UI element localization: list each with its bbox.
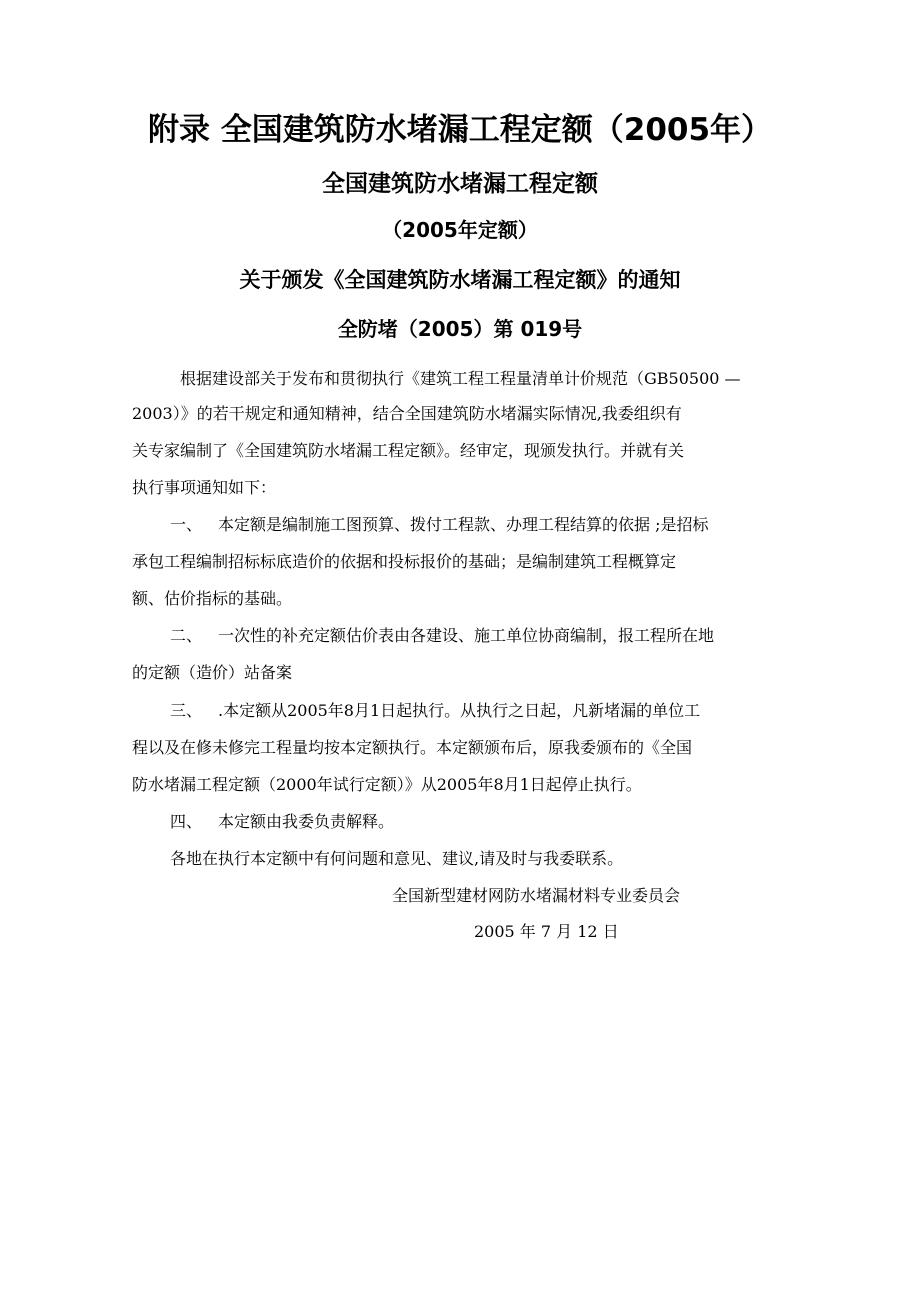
issue-date: 2005 年 7 月 12 日 — [474, 922, 619, 941]
main-title: 附录 全国建筑防水堵漏工程定额（2005年） — [147, 112, 773, 148]
intro-line: 根据建设部关于发布和贯彻执行《建筑工程工程量清单计价规范（GB50500 — — [180, 369, 741, 388]
subtitle: 全国建筑防水堵漏工程定额 — [322, 171, 598, 197]
item-number: 一、 — [170, 515, 203, 534]
intro-line: 2003）》的若干规定和通知精神，结合全国建筑防水堵漏实际情况,我委组织有 — [132, 404, 682, 423]
item-line: 防水堵漏工程定额（2000年试行定额）》从2005年8月1日起停止执行。 — [132, 775, 642, 794]
item-line: 承包工程编制招标标底造价的依据和投标报价的基础；是编制建筑工程概算定 — [132, 552, 677, 571]
notice-title: 关于颁发《全国建筑防水堵漏工程定额》的通知 — [239, 268, 681, 292]
issuer-name: 全国新型建材网防水堵漏材料专业委员会 — [392, 886, 681, 905]
item-text: 本定额是编制施工图预算、拨付工程款、办理工程结算的依据 ;是招标 — [218, 515, 709, 534]
intro-line: 执行事项通知如下： — [132, 478, 277, 497]
list-item — [170, 701, 700, 721]
document-number: 全防堵（2005）第 019号 — [337, 317, 583, 341]
item-line: 的定额（造价）站备案 — [132, 663, 293, 682]
closing-line: 各地在执行本定额中有何问题和意见、建议,请及时与我委联系。 — [170, 849, 624, 868]
item-number: 三、 — [170, 701, 203, 720]
item-number: 四、 — [170, 812, 203, 831]
item-text: 一次性的补充定额估价表由各建设、施工单位协商编制，报工程所在地 — [218, 626, 715, 645]
list-item — [170, 812, 394, 832]
intro-line: 关专家编制了《全国建筑防水堵漏工程定额》。经审定，现颁发执行。并就有关 — [132, 441, 685, 460]
item-line: 额、估价指标的基础。 — [132, 589, 293, 608]
item-number: 二、 — [170, 626, 203, 645]
item-text: .本定额从2005年8月1日起执行。从执行之日起，凡新堵漏的单位工 — [218, 701, 701, 720]
item-text: 本定额由我委负责解释。 — [218, 812, 395, 831]
list-item — [170, 515, 708, 535]
list-item — [170, 626, 714, 646]
edition-label: （2005年定额） — [382, 218, 538, 242]
item-line: 程以及在修未修完工程量均按本定额执行。本定额颁布后，原我委颁布的《全国 — [132, 738, 693, 757]
